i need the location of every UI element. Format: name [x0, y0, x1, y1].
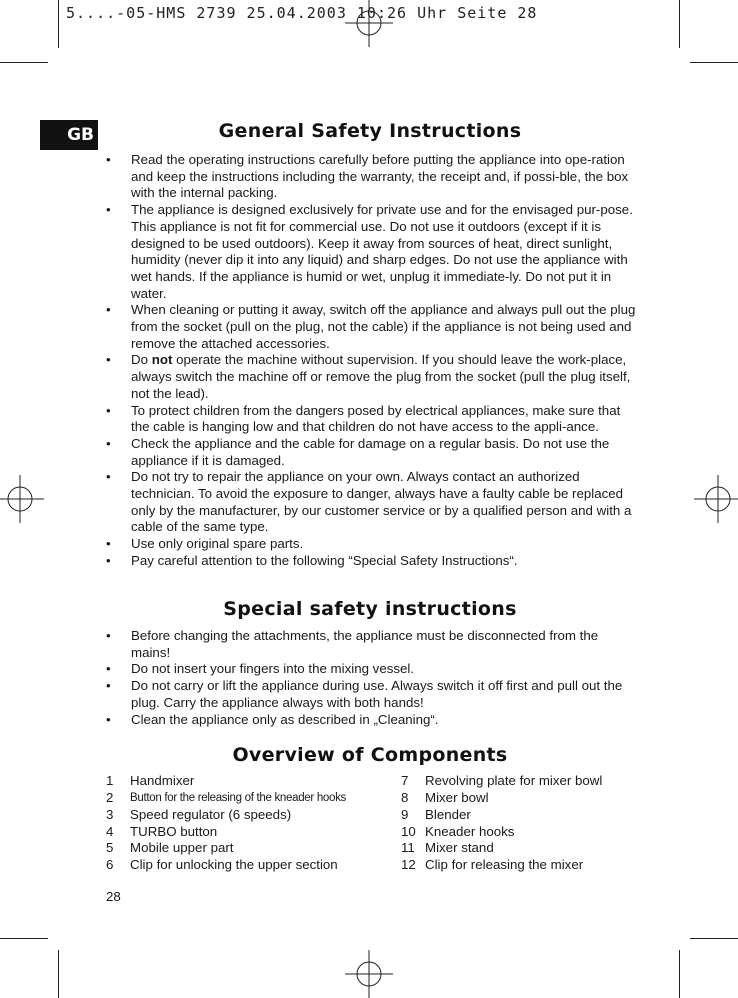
general-safety-list [106, 152, 636, 570]
component-number: 3 [106, 807, 114, 822]
component-label: Clip for releasing the mixer [425, 857, 584, 872]
component-label: Mobile upper part [130, 840, 234, 855]
component-number: 1 [106, 773, 114, 788]
crop-mark [679, 950, 680, 998]
crop-mark [58, 950, 59, 998]
list-item: • Clean the appliance only as described in „Cleaning“. [106, 712, 636, 729]
component-number: 2 [106, 790, 114, 805]
list-item-rest: operate the machine without supervision. If you should leave the work-place, always switch the machine off or remove the plug from the socket (pull the plug itself, not the lead). [131, 352, 631, 401]
page-number: 28 [106, 889, 121, 904]
list-item: • The appliance is designed exclusively for private use and for the envisaged pur-pose. This appliance is not fit for commercial use. Do not use it outdoors (except if it is designed to be used outdoors). Keep it away from sources of heat, direct sunlight, humidity (never dip it into any liquid) and sharp edges. Do not use the appliance with wet hands. If the appliance is humid or wet, unplug it immediate-ly. Do not put it in water. [106, 202, 636, 302]
crop-mark [690, 62, 738, 63]
special-safety-list [106, 628, 636, 728]
general-safety-title: General Safety Instructions [218, 120, 522, 142]
component-label: TURBO button [130, 824, 218, 839]
component-label: Mixer bowl [425, 790, 489, 805]
component-label: Mixer stand [425, 840, 494, 855]
component-label: Kneader hooks [425, 824, 515, 839]
overview-title: Overview of Components [232, 744, 508, 766]
component-label: Handmixer [130, 773, 195, 788]
list-item: • Do not insert your fingers into the mixing vessel. [106, 661, 636, 678]
crop-mark [58, 0, 59, 48]
list-item: • When cleaning or putting it away, switch off the appliance and always pull out the plug from the socket (pull on the plug, not the cable) if the appliance is not being used and remove the attached accessories. [106, 302, 636, 352]
crop-mark [0, 62, 48, 63]
registration-mark-icon [0, 475, 44, 523]
component-label: Button for the releasing of the kneader hooks [130, 792, 347, 804]
component-number: 9 [401, 807, 409, 822]
component-label: Blender [425, 807, 471, 822]
list-item: • Read the operating instructions carefully before putting the appliance into ope-ration and keep the instructions including the warranty, the receipt and, if possi-ble, the box with the internal packing. [106, 152, 636, 202]
list-item [106, 352, 636, 402]
component-label: Revolving plate for mixer bowl [425, 773, 603, 788]
registration-mark-icon [345, 0, 393, 47]
print-header: 5....-05-HMS 2739 25.04.2003 10:26 Uhr Seite 28 [66, 4, 538, 22]
list-item: • Do not carry or lift the appliance during use. Always switch it off first and pull out the plug. Carry the appliance always with both hands! [106, 678, 636, 711]
list-item: • Do not try to repair the appliance on your own. Always contact an authorized technician. To avoid the exposure to danger, always have a faulty cable be replaced only by the manufacturer, by our customer service or by a qualified person and with a cable of the same type. [106, 469, 636, 536]
crop-mark [0, 938, 48, 939]
list-item-prefix: Do [131, 352, 152, 368]
list-item: • Use only original spare parts. [106, 536, 636, 553]
crop-mark [690, 938, 738, 939]
component-number: 12 [401, 857, 416, 872]
registration-mark-icon [694, 475, 738, 523]
component-number: 10 [401, 824, 416, 839]
component-number: 8 [401, 790, 409, 805]
component-label: Speed regulator (6 speeds) [130, 807, 292, 822]
list-item: • Before changing the attachments, the appliance must be disconnected from the mains! [106, 628, 636, 661]
crop-mark [679, 0, 680, 48]
component-number: 11 [401, 840, 415, 855]
component-label: Clip for unlocking the upper section [130, 857, 338, 872]
list-item: • Check the appliance and the cable for damage on a regular basis. Do not use the appliance if it is damaged. [106, 436, 636, 469]
list-item-emphasis: not [151, 352, 173, 368]
component-number: 7 [401, 773, 409, 788]
component-number: 4 [106, 824, 114, 839]
language-tab: GB [40, 120, 98, 150]
special-safety-title: Special safety instructions [223, 598, 517, 620]
list-item: • Pay careful attention to the following “Special Safety Instructions“. [106, 553, 636, 570]
registration-mark-icon [345, 950, 393, 998]
component-number: 5 [106, 840, 114, 855]
list-item: • To protect children from the dangers posed by electrical appliances, make sure that the cable is hanging low and that children do not have access to the appli-ance. [106, 403, 636, 436]
component-number: 6 [106, 857, 114, 872]
